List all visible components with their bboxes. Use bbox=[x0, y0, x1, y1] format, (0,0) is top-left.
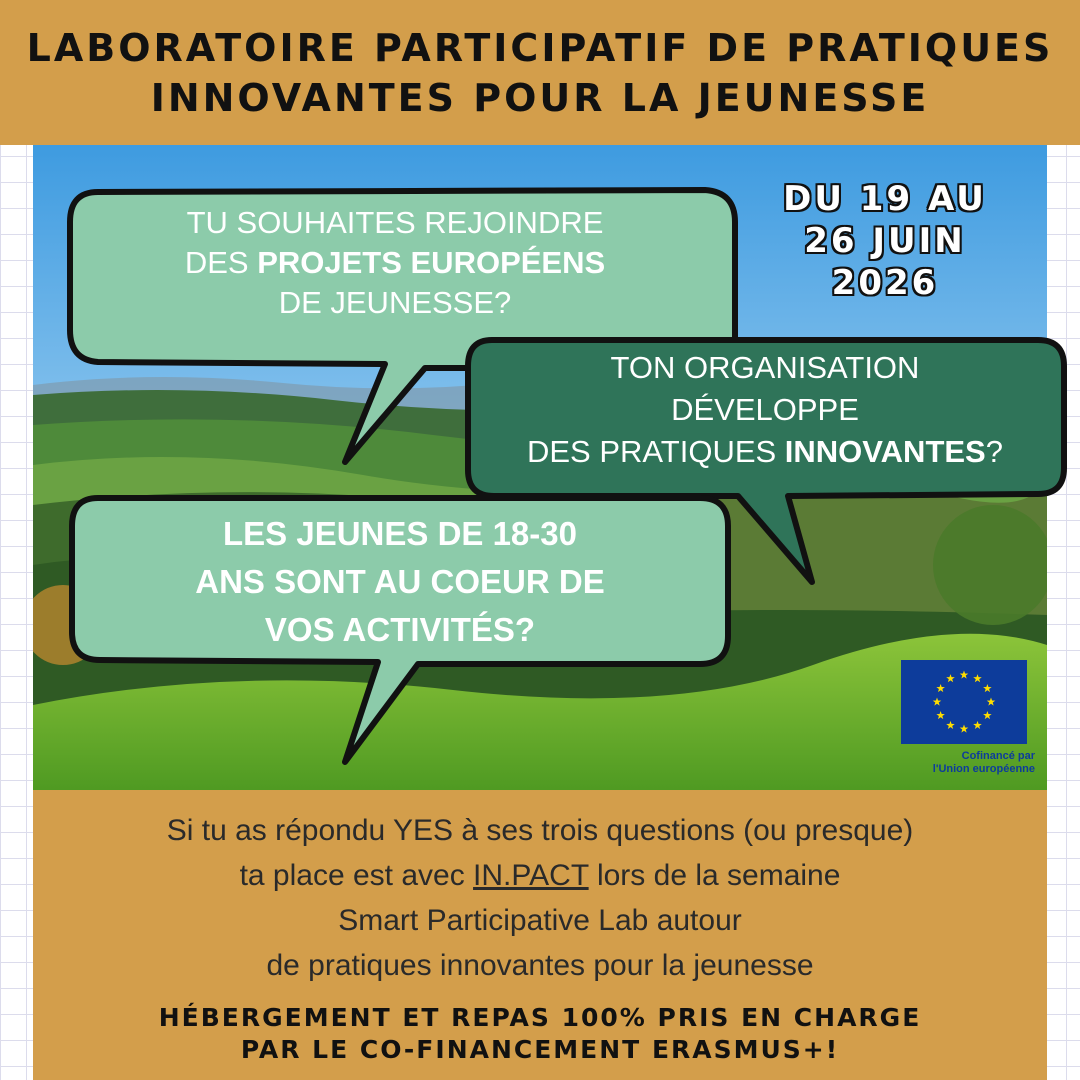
funding-note-line-2: PAR LE CO-FINANCEMENT ERASMUS+! bbox=[240, 1035, 840, 1064]
bubble-2-highlight: INNOVANTES bbox=[784, 434, 986, 469]
info-line-4: de pratiques innovantes pour la jeunesse bbox=[266, 949, 814, 982]
date-line-1: DU 19 AU bbox=[783, 179, 987, 219]
page-title-line-2: INNOVANTES POUR LA JEUNESSE bbox=[150, 75, 930, 120]
inpact-name: IN.PACT bbox=[473, 859, 589, 892]
event-dates bbox=[770, 178, 1000, 304]
bubble-3-line-1: LES JEUNES DE 18-30 bbox=[223, 515, 577, 552]
eu-cofunding-caption bbox=[893, 750, 1035, 776]
eu-star-icon bbox=[936, 684, 945, 692]
date-line-3: 2026 bbox=[831, 263, 939, 303]
eu-stars-icon bbox=[901, 660, 1027, 744]
eu-star-icon bbox=[983, 684, 992, 692]
info-line-1 bbox=[33, 808, 1047, 853]
bubble-3-text bbox=[120, 510, 680, 654]
eu-star-icon bbox=[987, 698, 996, 706]
bubble-2-line-1: TON ORGANISATION bbox=[610, 350, 920, 385]
funding-note-line-1: HÉBERGEMENT ET REPAS 100% PRIS EN CHARGE bbox=[158, 1003, 922, 1032]
bubble-2-line-2: DÉVELOPPE bbox=[671, 392, 859, 427]
bubble-1-line-2 bbox=[150, 243, 640, 283]
bubble-1-text bbox=[150, 203, 640, 323]
bubble-1-line-2-pre: DES bbox=[184, 245, 258, 280]
info-line-3: Smart Participative Lab autour bbox=[338, 904, 742, 937]
eu-caption-line-2: l'Union européenne bbox=[932, 763, 1035, 775]
info-yes-highlight: YES bbox=[393, 814, 454, 847]
eu-star-icon bbox=[960, 671, 969, 679]
eu-flag-icon bbox=[901, 660, 1027, 744]
info-line-1-pre: Si tu as répondu bbox=[166, 814, 393, 847]
info-line-2 bbox=[33, 853, 1047, 898]
bubble-1-line-3: DE JEUNESSE? bbox=[278, 285, 512, 320]
page-title-line-1: LABORATOIRE PARTICIPATIF DE PRATIQUES bbox=[26, 25, 1054, 70]
eu-star-icon bbox=[936, 711, 945, 719]
info-line-1-post: à ses trois questions (ou presque) bbox=[453, 814, 914, 847]
eu-star-icon bbox=[946, 674, 955, 682]
bubble-3-line-3: VOS ACTIVITÉS? bbox=[264, 611, 536, 648]
bubble-3-line-2: ANS SONT AU COEUR DE bbox=[195, 563, 605, 600]
bubble-2-line-3-post: ? bbox=[985, 434, 1003, 469]
bubble-1-highlight: PROJETS EUROPÉENS bbox=[257, 245, 606, 280]
funding-note bbox=[33, 1002, 1047, 1066]
eu-star-icon bbox=[973, 674, 982, 682]
bubble-2-line-3-pre: DES PRATIQUES bbox=[526, 434, 785, 469]
info-text bbox=[33, 808, 1047, 988]
bubble-2-text bbox=[500, 347, 1030, 473]
bubble-1-line-1: TU SOUHAITES REJOINDRE bbox=[186, 205, 604, 240]
eu-star-icon bbox=[973, 721, 982, 729]
eu-caption-line-1: Cofinancé par bbox=[961, 750, 1035, 762]
date-line-2: 26 JUIN bbox=[804, 221, 966, 261]
bubble-2-line-3 bbox=[500, 431, 1030, 473]
eu-star-icon bbox=[946, 721, 955, 729]
info-line-2-pre: ta place est avec bbox=[239, 859, 474, 892]
eu-star-icon bbox=[933, 698, 942, 706]
eu-star-icon bbox=[960, 725, 969, 733]
eu-star-icon bbox=[983, 711, 992, 719]
info-line-2-post: lors de la semaine bbox=[588, 859, 841, 892]
